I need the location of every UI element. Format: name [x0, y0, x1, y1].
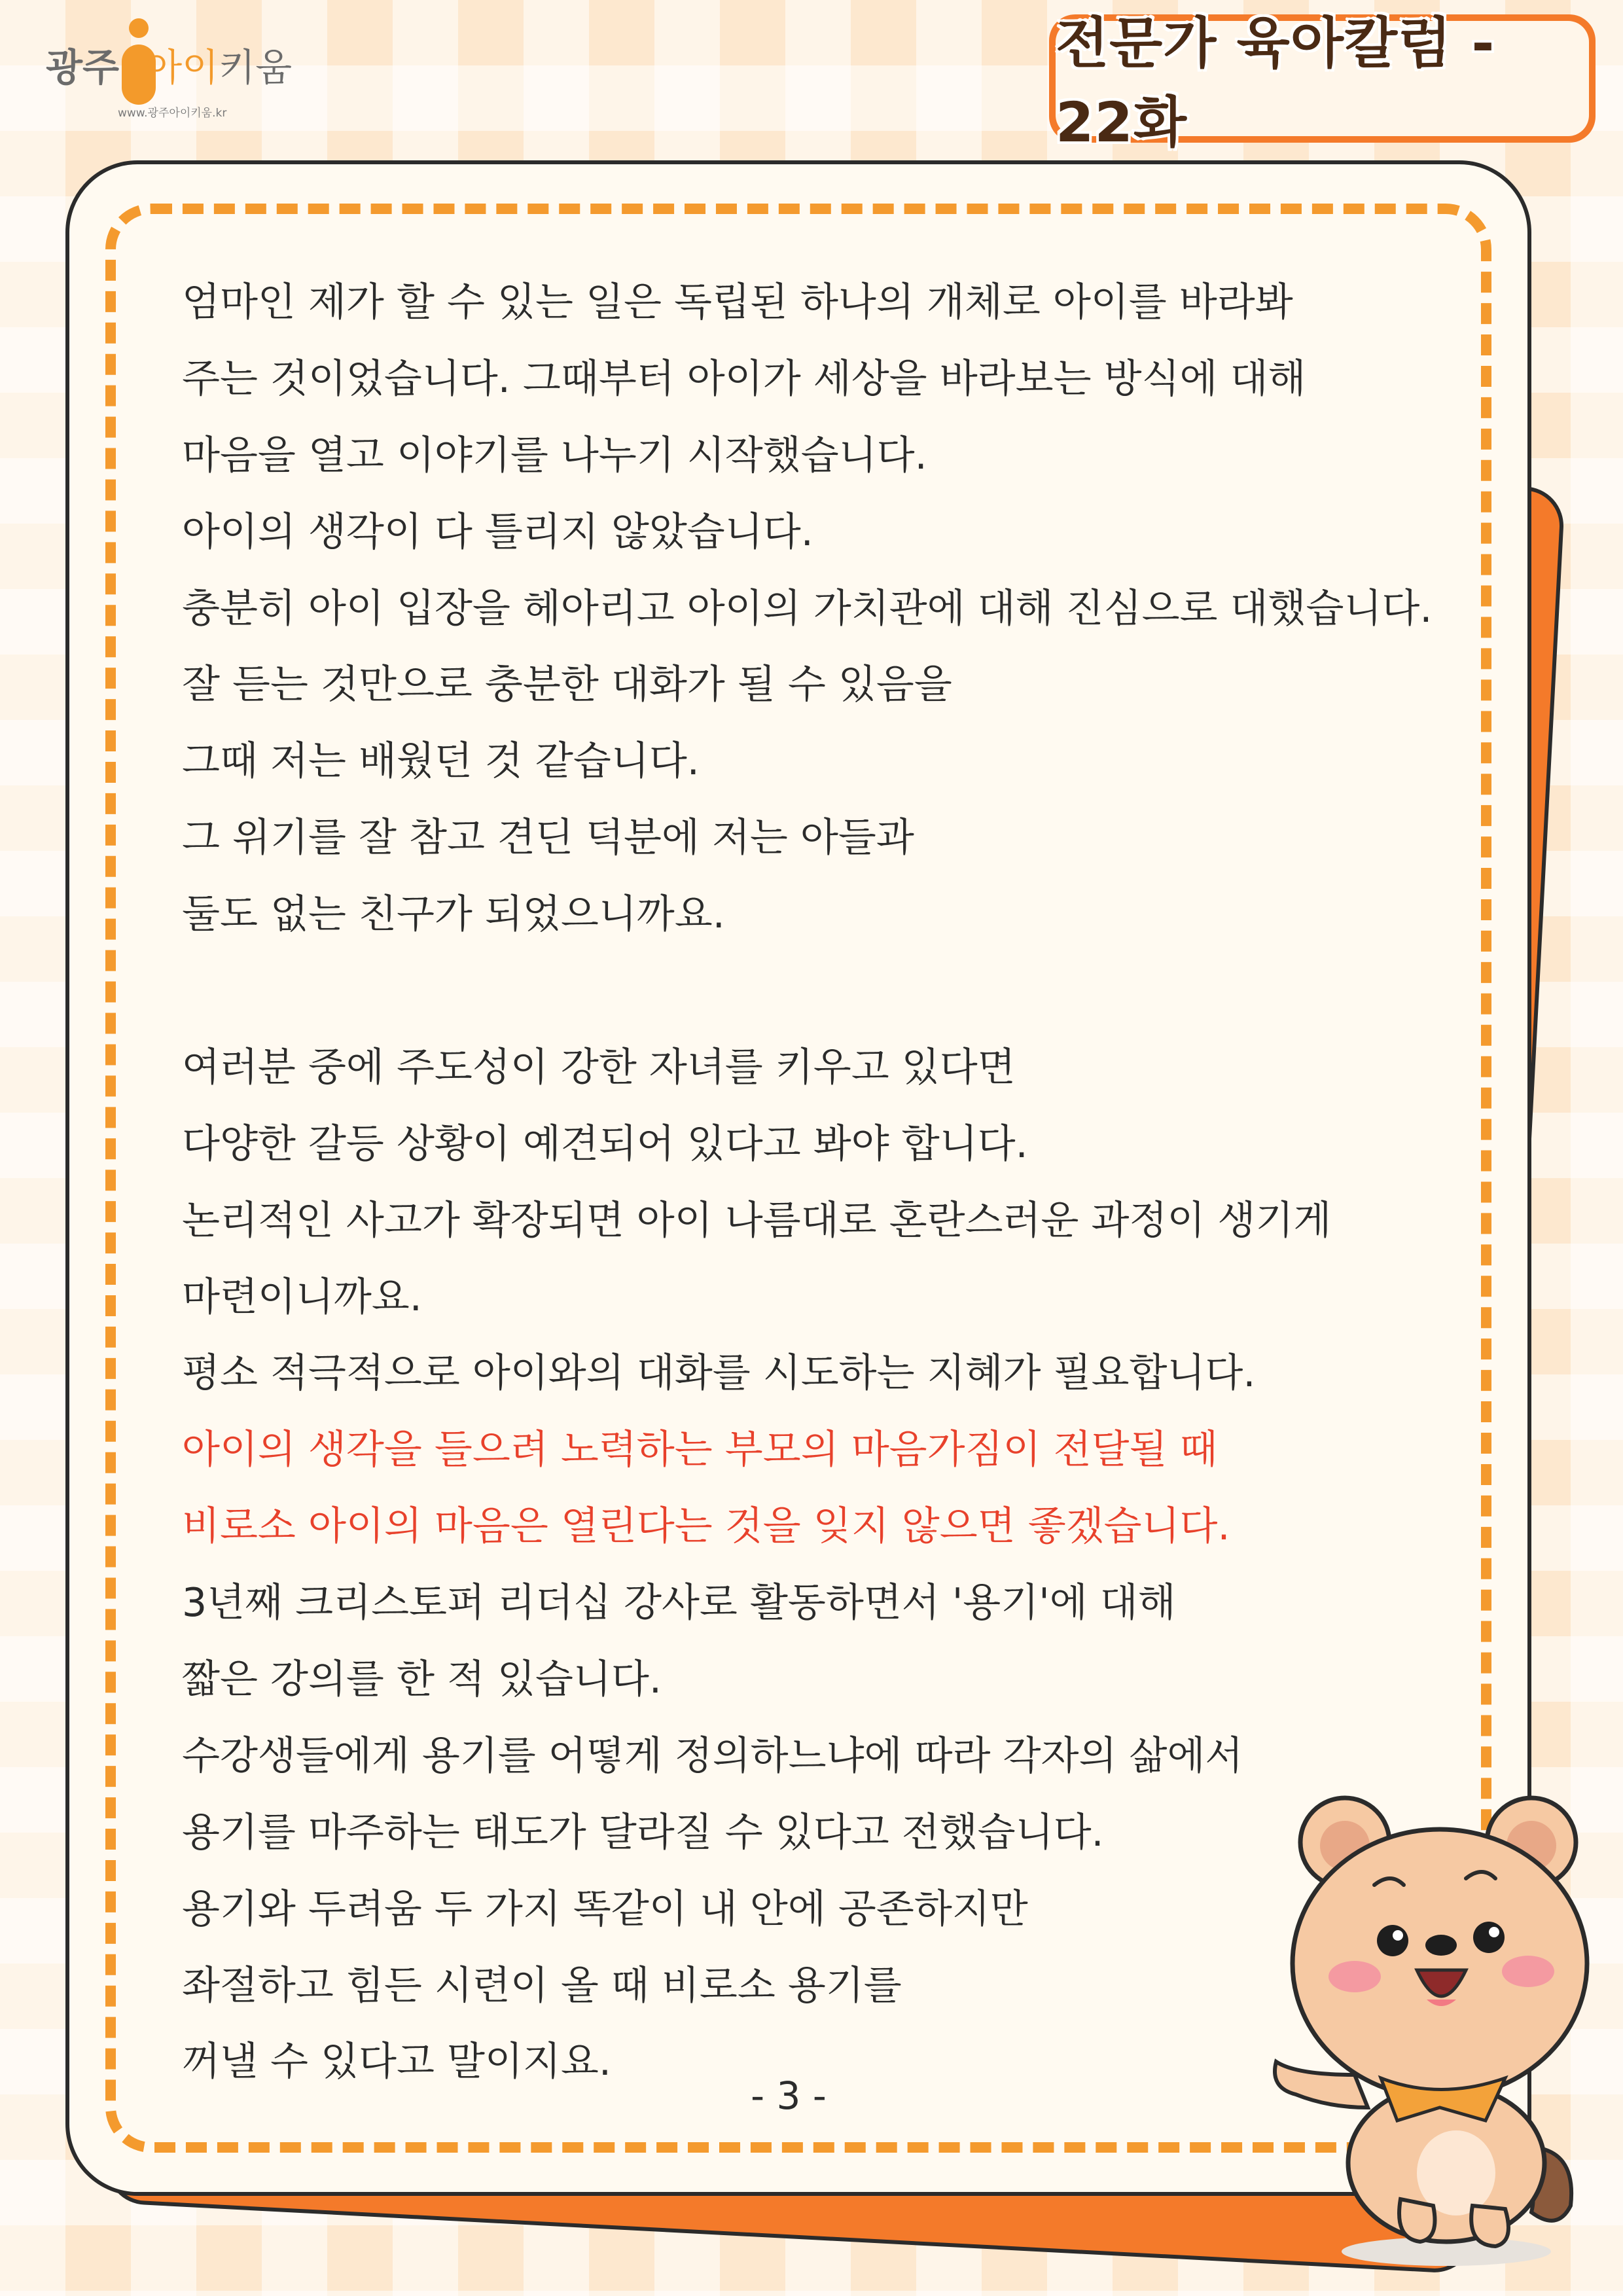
logo-wordmark [46, 37, 292, 92]
text-line: 다양한 갈등 상황이 예견되어 있다고 봐야 합니다. [182, 1121, 1028, 1167]
text-line: 그때 저는 배웠던 것 같습니다. [182, 738, 700, 785]
text-line: 둘도 없는 친구가 되었으니까요. [182, 891, 725, 938]
text-line: 평소 적극적으로 아이와의 대화를 시도하는 지혜가 필요합니다. [182, 1350, 1256, 1397]
logo-url: www.광주아이키움.kr [118, 107, 227, 120]
quokka-mascot-illustration [1270, 1780, 1610, 2278]
article-body [182, 264, 1458, 2100]
mascot-left-foot [1399, 2199, 1435, 2242]
text-line: 주는 것이었습니다. 그때부터 아이가 세상을 바라보는 방식에 대해 [182, 355, 1306, 402]
logo-part-2: 아이 [145, 45, 219, 90]
text-line: 용기와 두려움 두 가지 똑같이 내 안에 공존하지만 [182, 1886, 1028, 1932]
text-line: 용기를 마주하는 태도가 달라질 수 있다고 전했습니다. [182, 1809, 1104, 1856]
text-line [182, 953, 1458, 1030]
page-number: - 3 - [751, 2073, 827, 2118]
text-line: 논리적인 사고가 확장되면 아이 나름대로 혼란스러운 과정이 생기게 [182, 1197, 1332, 1244]
text-line: 좌절하고 힘든 시련이 올 때 비로소 용기를 [182, 1962, 902, 2009]
text-line: 아이의 생각이 다 틀리지 않았습니다. [182, 509, 813, 555]
text-line: 3년째 크리스토퍼 리더십 강사로 활동하면서 '용기'에 대해 [182, 1580, 1176, 1626]
logo-part-3: 키움 [219, 45, 293, 90]
text-line: 그 위기를 잘 참고 견딘 덕분에 저는 아들과 [182, 815, 914, 861]
page-title: 전문가 육아칼럼 - 22화 [1056, 11, 1495, 154]
text-line: 충분히 아이 입장을 헤아리고 아이의 가치관에 대해 진심으로 대했습니다. [182, 585, 1433, 632]
mascot-left-eye [1377, 1925, 1408, 1956]
mascot-belly [1417, 2130, 1495, 2215]
site-logo[interactable] [46, 13, 321, 124]
text-line: 마련이니까요. [182, 1274, 422, 1320]
title-badge [1049, 11, 1596, 154]
text-line: 잘 듣는 것만으로 충분한 대화가 될 수 있음을 [182, 662, 952, 708]
text-line: 엄마인 제가 할 수 있는 일은 독립된 하나의 개체로 아이를 바라봐 [182, 279, 1293, 325]
title-badge-inner [1056, 11, 1589, 154]
mascot-right-eye [1473, 1922, 1505, 1953]
text-line: 수강생들에게 용기를 어떻게 정의하느냐에 따라 각자의 삶에서 [182, 1732, 1243, 1779]
mascot-right-foot [1471, 2206, 1508, 2246]
mascot-right-cheek [1502, 1956, 1554, 1987]
text-line: 짧은 강의를 한 적 있습니다. [182, 1657, 662, 1703]
text-line: 꺼낼 수 있다고 말이지요. [182, 2039, 611, 2085]
logo-i-dot [129, 18, 149, 38]
text-line: 여러분 중에 주도성이 강한 자녀를 키우고 있다면 [182, 1044, 1016, 1090]
highlighted-text-line: 비로소 아이의 마음은 열린다는 것을 잊지 않으면 좋겠습니다. [182, 1503, 1230, 1550]
mascot-left-cheek [1329, 1961, 1381, 1992]
logo-part-1: 광주 [46, 45, 120, 90]
highlighted-text-line: 아이의 생각을 들으려 노력하는 부모의 마음가짐이 전달될 때 [182, 1427, 1218, 1473]
mascot-nose [1425, 1935, 1457, 1956]
text-line: 마음을 열고 이야기를 나누기 시작했습니다. [182, 432, 927, 478]
